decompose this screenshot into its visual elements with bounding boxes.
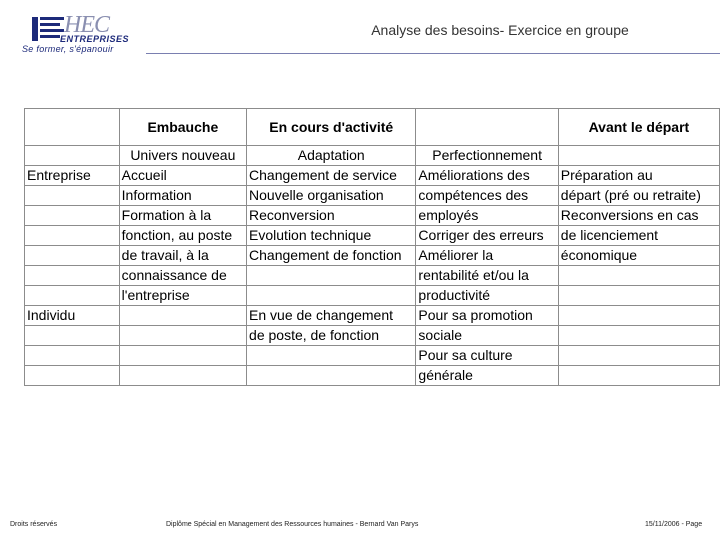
table-cell: fonction, au poste	[119, 226, 246, 246]
table-cell	[558, 286, 719, 306]
table-cell: employés	[416, 206, 558, 226]
table-cell: compétences des	[416, 186, 558, 206]
table-row	[25, 306, 720, 326]
table-cell: de travail, à la	[119, 246, 246, 266]
table-cell: Perfectionnement	[416, 146, 558, 166]
table-cell: Reconversion	[247, 206, 416, 226]
table-cell: économique	[558, 246, 719, 266]
table-cell	[25, 326, 120, 346]
table-cell: Adaptation	[247, 146, 416, 166]
table-cell: En vue de changement	[247, 306, 416, 326]
table-cell	[25, 286, 120, 306]
table-cell: Améliorer la	[416, 246, 558, 266]
table-row	[25, 226, 720, 246]
footer-course-info: Diplôme Spécial en Management des Ressources humaines - Bernard Van Parys	[166, 521, 419, 528]
header-cell	[25, 109, 120, 146]
footer-copyright: Droits réservés	[10, 521, 58, 528]
table-cell	[558, 366, 719, 386]
table-cell: Accueil	[119, 166, 246, 186]
table-cell: Formation à la	[119, 206, 246, 226]
table-cell: connaissance de	[119, 266, 246, 286]
table-cell: Univers nouveau	[119, 146, 246, 166]
table-cell	[247, 346, 416, 366]
table-cell	[558, 346, 719, 366]
table-cell: générale	[416, 366, 558, 386]
table-cell	[25, 366, 120, 386]
table-cell	[119, 366, 246, 386]
table-row	[25, 246, 720, 266]
table-cell	[25, 186, 120, 206]
table-cell	[119, 326, 246, 346]
table-cell: Nouvelle organisation	[247, 186, 416, 206]
page-title: Analyse des besoins- Exercice en groupe	[371, 22, 629, 38]
table-cell: de licenciement	[558, 226, 719, 246]
table-cell	[25, 266, 120, 286]
header-cell	[416, 109, 558, 146]
table-cell	[25, 146, 120, 166]
table-cell	[25, 206, 120, 226]
table-cell: Changement de service	[247, 166, 416, 186]
table-cell	[25, 246, 120, 266]
needs-analysis-table	[24, 108, 720, 386]
table-cell: Préparation au	[558, 166, 719, 186]
table-cell	[558, 146, 719, 166]
table-row	[25, 326, 720, 346]
table-row	[25, 146, 720, 166]
table-cell	[247, 286, 416, 306]
table-row	[25, 366, 720, 386]
table-cell: de poste, de fonction	[247, 326, 416, 346]
table-row	[25, 266, 720, 286]
table-row	[25, 286, 720, 306]
table-cell: Changement de fonction	[247, 246, 416, 266]
table-cell: Information	[119, 186, 246, 206]
table-cell: départ (pré ou retraite)	[558, 186, 719, 206]
logo-subtitle: ENTREPRISES	[60, 34, 130, 44]
table-cell: Améliorations des	[416, 166, 558, 186]
hec-entreprises-logo	[22, 12, 134, 54]
table-cell: Pour sa promotion	[416, 306, 558, 326]
table-cell: Entreprise	[25, 166, 120, 186]
table-cell: Pour sa culture	[416, 346, 558, 366]
table-cell	[558, 326, 719, 346]
table-cell: rentabilité et/ou la	[416, 266, 558, 286]
footer-date-page: 15/11/2006 - Page	[645, 521, 703, 528]
table-cell	[558, 306, 719, 326]
table-cell: Reconversions en cas	[558, 206, 719, 226]
header-divider	[146, 53, 720, 54]
table-cell: productivité	[416, 286, 558, 306]
table-cell	[558, 266, 719, 286]
header-cell: Avant le départ	[558, 109, 719, 146]
table-cell: l'entreprise	[119, 286, 246, 306]
table-header-row	[25, 109, 720, 146]
table-cell: sociale	[416, 326, 558, 346]
logo-hec-text: HEC	[64, 12, 109, 38]
table-cell	[25, 346, 120, 366]
table-row	[25, 166, 720, 186]
table-cell	[119, 346, 246, 366]
table-row	[25, 186, 720, 206]
table-row	[25, 206, 720, 226]
logo-tagline: Se former, s'épanouir	[22, 44, 114, 54]
table-cell	[247, 366, 416, 386]
header-cell: Embauche	[119, 109, 246, 146]
header-cell: En cours d'activité	[247, 109, 416, 146]
table-cell	[119, 306, 246, 326]
table-cell: Corriger des erreurs	[416, 226, 558, 246]
table-cell	[247, 266, 416, 286]
table-cell: Evolution technique	[247, 226, 416, 246]
table-row	[25, 346, 720, 366]
table-cell	[25, 226, 120, 246]
table-cell: Individu	[25, 306, 120, 326]
